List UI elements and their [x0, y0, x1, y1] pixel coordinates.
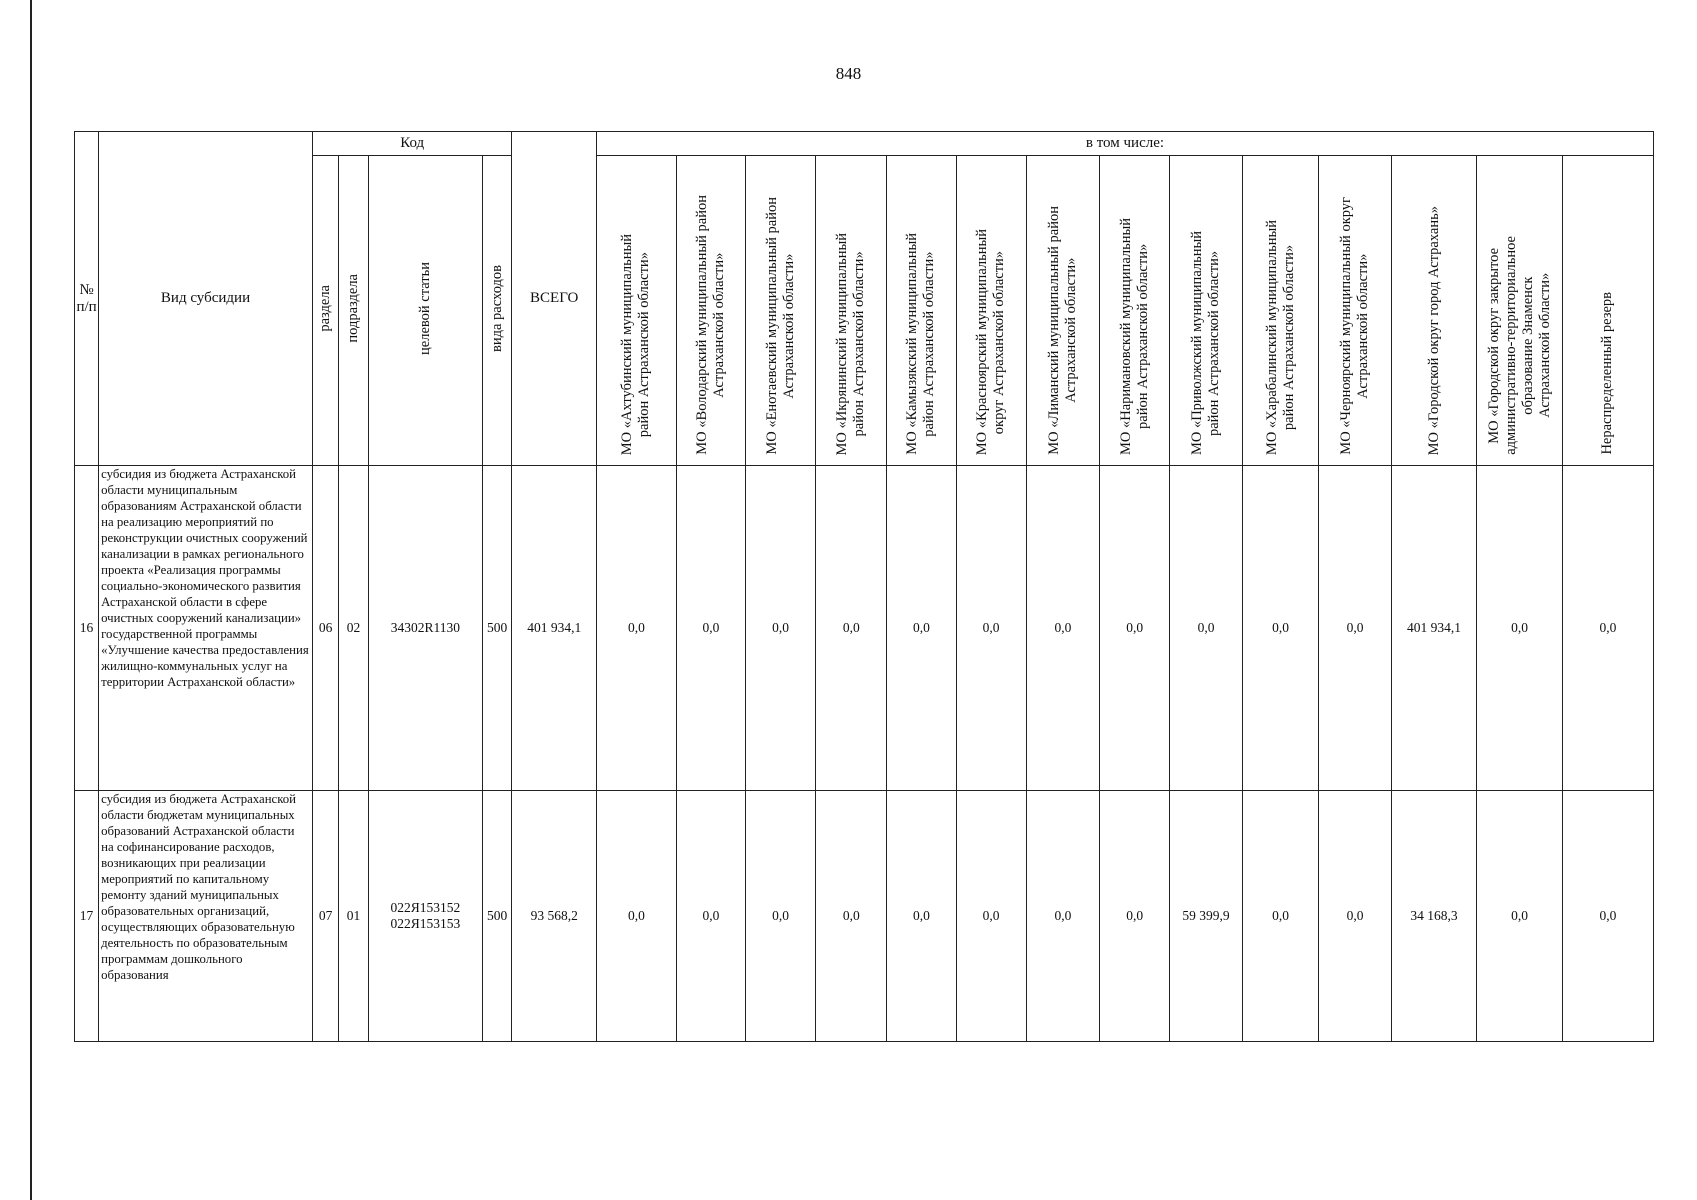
table-row [75, 791, 1654, 1042]
mo-header-6: МО «Красноярский муниципальный округ Астраханской области» [956, 156, 1026, 466]
subsection-code: 01 [339, 791, 369, 1042]
mo-header-7: МО «Лиманский муниципальный район Астраханской области» [1026, 156, 1099, 466]
mo-value: 0,0 [816, 791, 887, 1042]
total-header: ВСЕГО [512, 132, 596, 466]
section-code: 06 [312, 466, 338, 791]
code-col-subsection: подраздела [339, 156, 369, 466]
row-number: 16 [75, 466, 99, 791]
subsection-code: 02 [339, 466, 369, 791]
code-col-target: целевой статьи [368, 156, 482, 466]
header-row-top [75, 132, 1654, 156]
mo-header-10: МО «Харабалинский муниципальный район Астраханской области» [1242, 156, 1319, 466]
mo-value: 0,0 [1319, 791, 1391, 1042]
code-header: Код [312, 132, 512, 156]
target-code: 34302R1130 [368, 466, 482, 791]
section-code: 07 [312, 791, 338, 1042]
including-header: в том числе: [596, 132, 1653, 156]
mo-value: 0,0 [676, 791, 745, 1042]
subsidy-description: субсидия из бюджета Астраханской области муниципальным образованиям Астраханской области на реализацию мероприятий по реконструкции очистных сооружений канализации в рамках регионального проекта «Реализация программы социально-экономического развития Астраханской области в сфере очистных сооружений канализации» государственной программы «Улучшение качества предоставления жилищно-коммунальных услуг на территории Астраханской области» [99, 466, 313, 791]
expense-type-code: 500 [482, 466, 512, 791]
mo-value: 0,0 [1026, 466, 1099, 791]
type-header: Вид субсидии [99, 132, 313, 466]
mo-value: 0,0 [1562, 466, 1653, 791]
mo-value: 0,0 [676, 466, 745, 791]
table-row [75, 466, 1654, 791]
mo-value: 0,0 [1100, 791, 1170, 1042]
page-number: 848 [835, 64, 862, 83]
mo-value: 0,0 [1242, 466, 1319, 791]
mo-value: 0,0 [1100, 466, 1170, 791]
subsidy-table [74, 131, 1654, 1042]
mo-header-9: МО «Приволжский муниципальный район Астраханской области» [1170, 156, 1242, 466]
mo-value: 0,0 [1170, 466, 1242, 791]
mo-value: 0,0 [1477, 466, 1563, 791]
mo-value: 0,0 [1562, 791, 1653, 1042]
mo-value: 0,0 [596, 466, 676, 791]
target-code: 022Я153152 022Я153153 [368, 791, 482, 1042]
mo-header-12: МО «Городской округ город Астрахань» [1391, 156, 1477, 466]
mo-value: 0,0 [1026, 791, 1099, 1042]
mo-header-3: МО «Енотаевский муниципальный район Астраханской области» [746, 156, 816, 466]
mo-value: 401 934,1 [1391, 466, 1477, 791]
total-value: 401 934,1 [512, 466, 596, 791]
row-number: 17 [75, 791, 99, 1042]
mo-header-13: МО «Городской округ закрытое административно-территориальное образование Знаменск Астраханской области» [1477, 156, 1563, 466]
mo-value: 0,0 [816, 466, 887, 791]
mo-value: 0,0 [746, 466, 816, 791]
subsidy-description: субсидия из бюджета Астраханской области бюджетам муниципальных образований Астраханской области на софинансирование расходов, возникающих при реализации мероприятий по капитальному ремонту зданий муниципальных образовательных организаций, осуществляющих образовательную деятельность по образовательным программам дошкольного образования [99, 791, 313, 1042]
mo-header-2: МО «Володарский муниципальный район Астраханской области» [676, 156, 745, 466]
mo-value: 34 168,3 [1391, 791, 1477, 1042]
code-col-section: раздела [312, 156, 338, 466]
expense-type-code: 500 [482, 791, 512, 1042]
mo-value: 0,0 [1242, 791, 1319, 1042]
mo-header-5: МО «Камызякский муниципальный район Астраханской области» [887, 156, 956, 466]
mo-value: 0,0 [596, 791, 676, 1042]
num-header: № п/п [75, 132, 99, 466]
mo-value: 0,0 [1319, 466, 1391, 791]
code-col-expense: вида расходов [482, 156, 512, 466]
mo-value: 0,0 [1477, 791, 1563, 1042]
mo-header-4: МО «Икрянинский муниципальный район Астраханской области» [816, 156, 887, 466]
mo-value: 0,0 [956, 466, 1026, 791]
mo-value: 0,0 [746, 791, 816, 1042]
mo-header-14: Нераспределенный резерв [1562, 156, 1653, 466]
left-margin-line [30, 0, 32, 1200]
mo-value: 0,0 [887, 466, 956, 791]
mo-header-1: МО «Ахтубинский муниципальный район Астраханской области» [596, 156, 676, 466]
mo-value: 0,0 [956, 791, 1026, 1042]
mo-header-8: МО «Наримановский муниципальный район Астраханской области» [1100, 156, 1170, 466]
total-value: 93 568,2 [512, 791, 596, 1042]
mo-value: 0,0 [887, 791, 956, 1042]
mo-value: 59 399,9 [1170, 791, 1242, 1042]
mo-header-11: МО «Черноярский муниципальный округ Астраханской области» [1319, 156, 1391, 466]
